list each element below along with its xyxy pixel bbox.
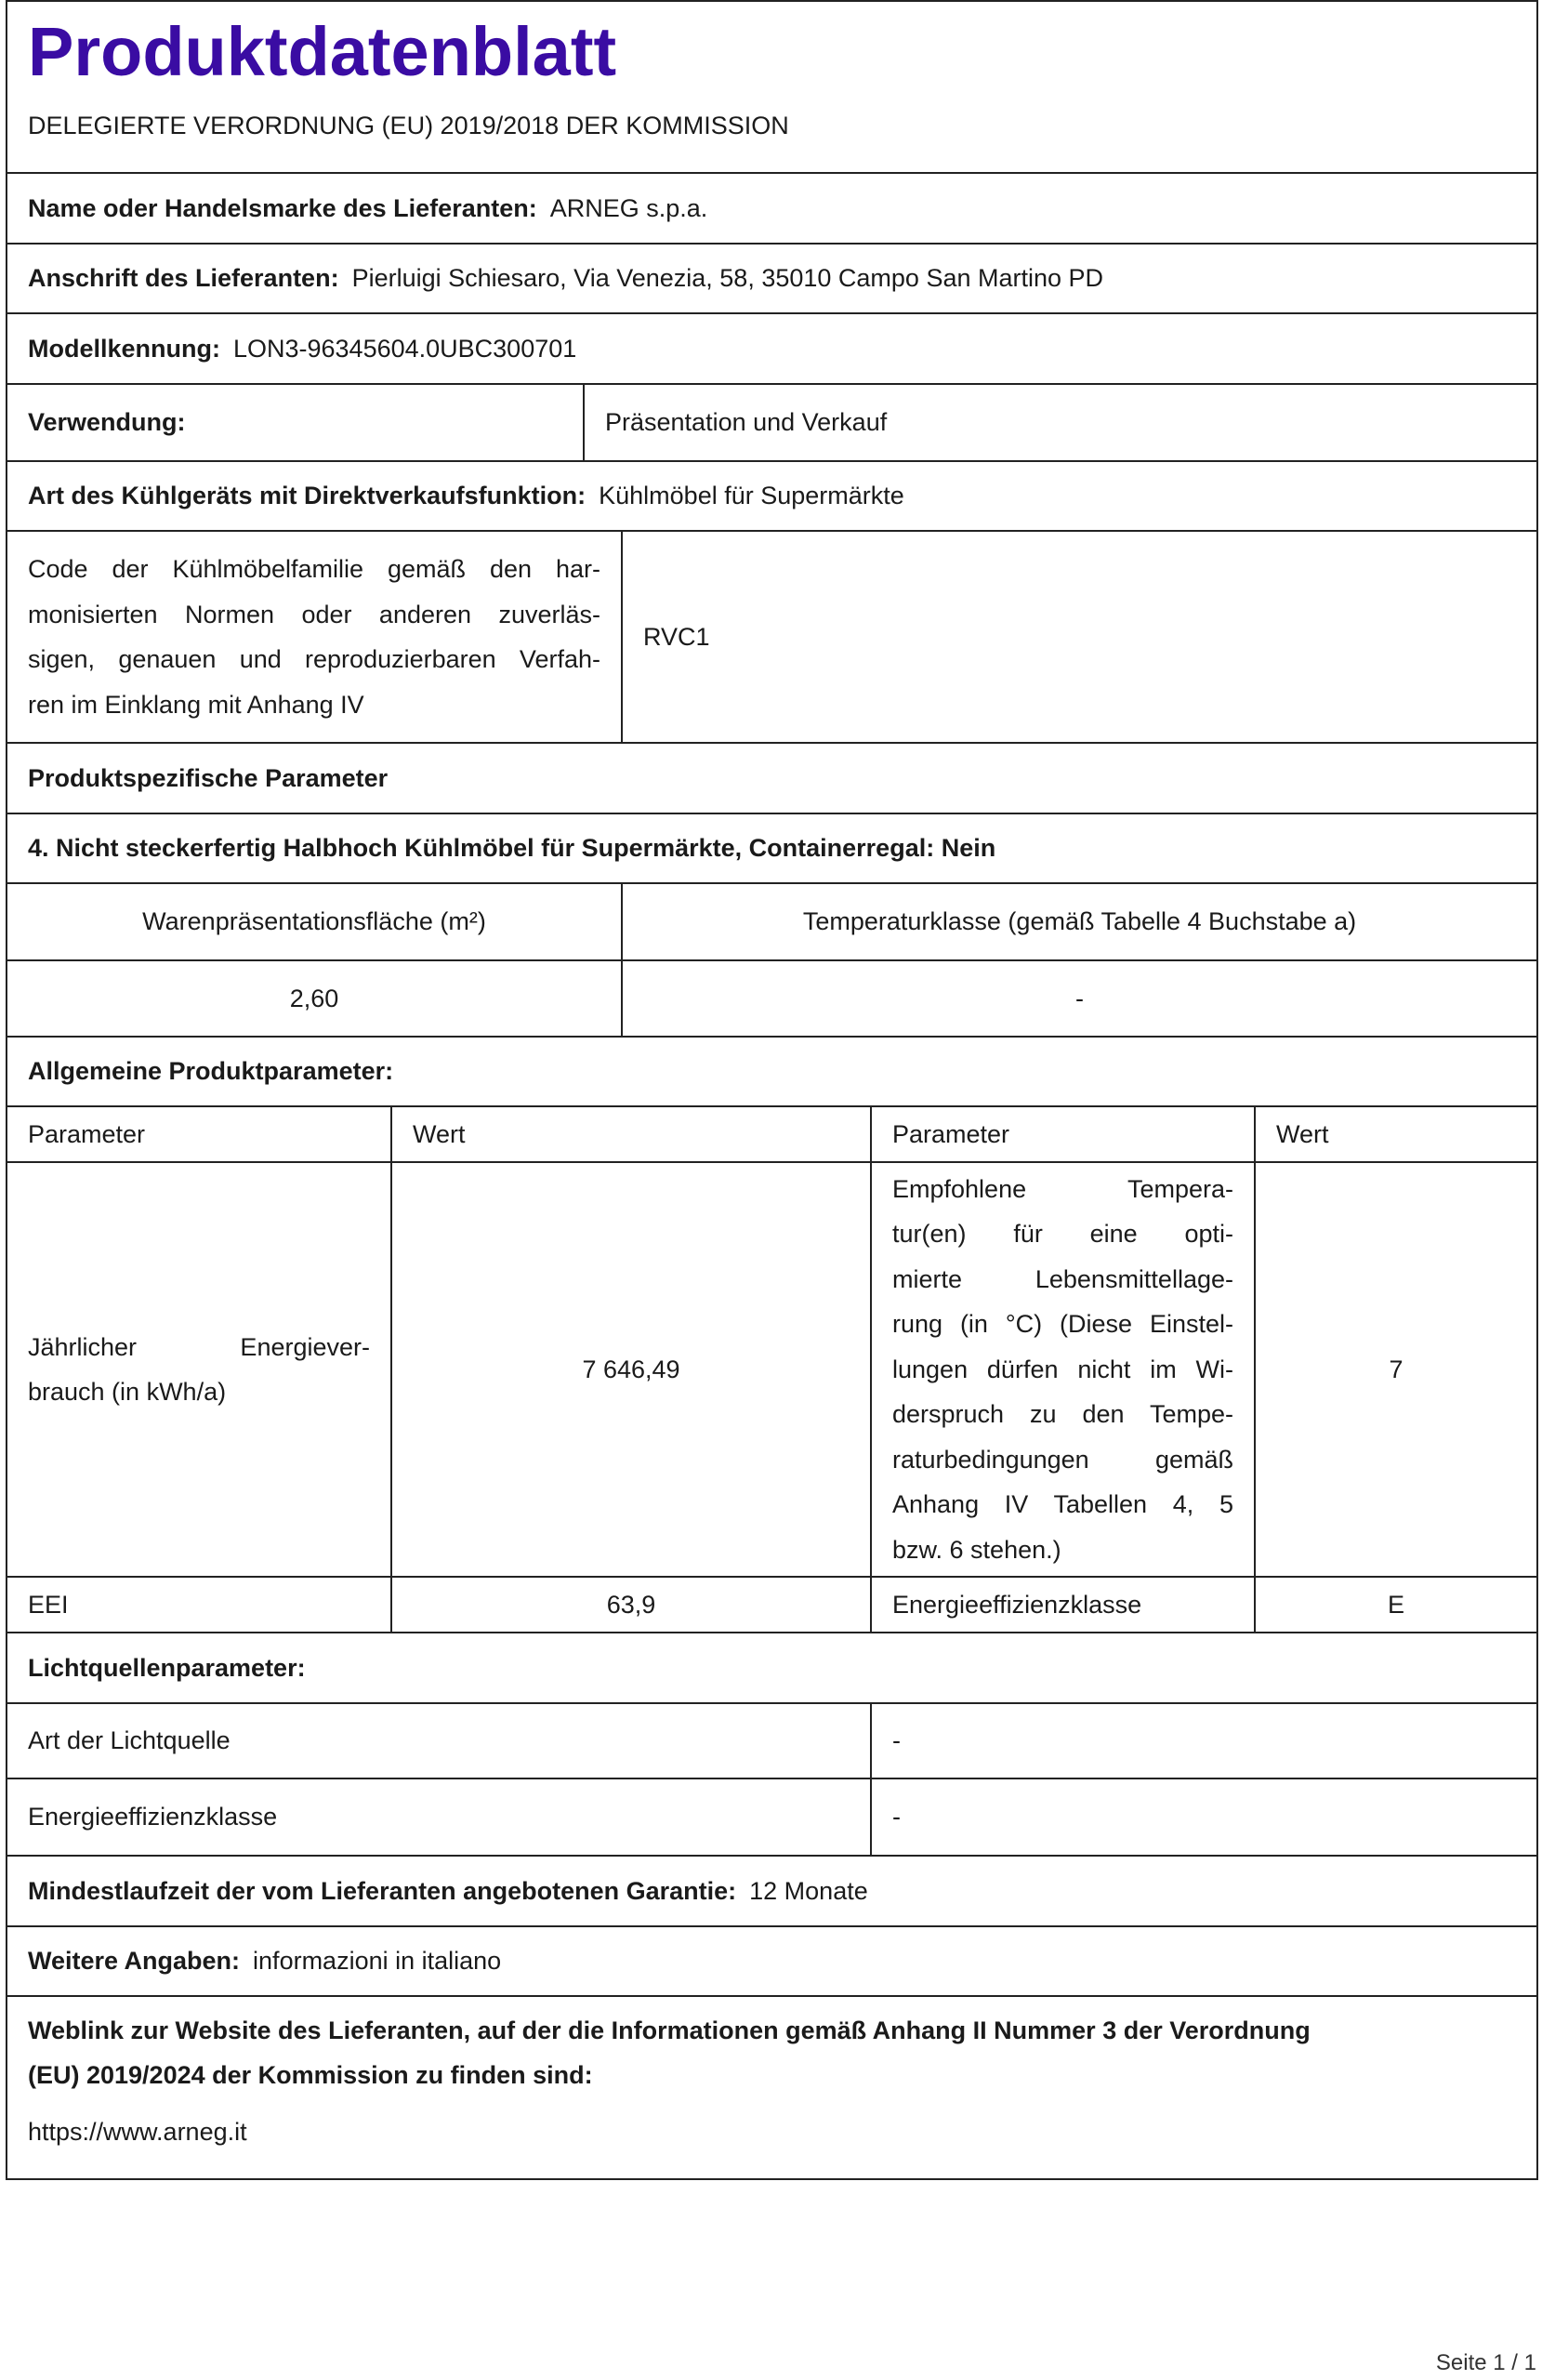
model-row <box>7 314 1536 385</box>
light-type-label: Art der Lichtquelle <box>28 1726 231 1754</box>
category-row <box>7 814 1536 884</box>
page-number: Seite 1 / 1 <box>1435 2350 1536 2375</box>
general-heading: Allgemeine Produktparameter: <box>28 1057 394 1085</box>
supplier-address-value: Pierluigi Schiesaro, Via Venezia, 58, 35010 Campo San Martino PD <box>351 264 1104 292</box>
header-parameter-2: Parameter <box>892 1119 1010 1148</box>
use-value: Präsentation und Verkauf <box>605 408 888 436</box>
specific-heading: Produktspezifische Parameter <box>28 763 389 792</box>
light-row <box>7 1704 1536 1779</box>
weblink-url[interactable]: https://www.arneg.it <box>28 2118 247 2146</box>
general-heading-row <box>7 1038 1536 1107</box>
supplier-address-row <box>7 245 1536 314</box>
further-info-label: Weitere Angaben: <box>28 1947 241 1975</box>
light-heading: Lichtquellenparameter: <box>28 1653 306 1682</box>
eei-label: EEI <box>28 1590 69 1619</box>
supplier-name-value: ARNEG s.p.a. <box>549 193 708 222</box>
further-info-row <box>7 1927 1536 1997</box>
display-area-label: Warenpräsentationsfläche (m²) <box>142 907 486 935</box>
title-row <box>7 2 1536 174</box>
table-row <box>7 1163 1536 1578</box>
family-code-label: Code der Kühlmöbelfamilie gemäß den har- monisierten Normen oder anderen zuverläs- sigen, genauen und reproduzierbaren Verfah- ren im Einklang mit Anhang IV <box>28 555 600 719</box>
warranty-label: Mindestlaufzeit der vom Lieferanten angebotenen Garantie: <box>28 1876 737 1905</box>
warranty-value: 12 Monate <box>749 1876 868 1905</box>
supplier-name-label: Name oder Handelsmarke des Lieferanten: <box>28 193 537 222</box>
warranty-row <box>7 1857 1536 1927</box>
display-area-value: 2,60 <box>289 984 339 1012</box>
category: 4. Nicht steckerfertig Halbhoch Kühlmöbel für Supermärkte, Containerregal: Nein <box>28 834 996 862</box>
supplier-name-row <box>7 174 1536 245</box>
light-type-value: - <box>892 1726 901 1754</box>
type-row <box>7 462 1536 532</box>
light-class-value: - <box>892 1803 901 1831</box>
light-row <box>7 1779 1536 1857</box>
regulation: DELEGIERTE VERORDNUNG (EU) 2019/2018 DER KOMMISSION <box>28 112 789 139</box>
energy-class-label: Energieeffizienzklasse <box>892 1590 1142 1619</box>
light-class-label: Energieeffizienzklasse <box>28 1803 278 1831</box>
type-label: Art des Kühlgeräts mit Direktverkaufsfunktion: <box>28 482 586 509</box>
model-label: Modellkennung: <box>28 334 220 363</box>
area-header-row <box>7 884 1536 961</box>
eei-value: 63,9 <box>606 1590 656 1619</box>
use-row <box>7 385 1536 462</box>
product-data-sheet <box>6 0 1538 2180</box>
energy-class-value: E <box>1387 1590 1404 1619</box>
header-value-2: Wert <box>1276 1119 1329 1148</box>
family-code-row <box>7 532 1536 744</box>
header-parameter-1: Parameter <box>28 1119 146 1148</box>
family-code-value: RVC1 <box>643 622 710 651</box>
header-value-1: Wert <box>413 1119 466 1148</box>
use-label: Verwendung: <box>28 408 186 436</box>
table-row <box>7 1578 1536 1633</box>
recommended-temp-label: Empfohlene Tempera- tur(en) für eine opti- mierte Lebensmittellage- rung (in °C) (Diese Einstel- lungen dürfen nicht im Wi- derspruch zu den Tempe- raturbedingungen gemäß Anhang IV Tabellen 4, 5 bzw. 6 stehen.) <box>892 1174 1233 1564</box>
page-title: Produktdatenblatt <box>28 13 617 90</box>
energy-consumption-value: 7 646,49 <box>582 1355 680 1383</box>
temp-class-label: Temperaturklasse (gemäß Tabelle 4 Buchstabe a) <box>802 907 1357 935</box>
type-value: Kühlmöbel für Supermärkte <box>599 482 904 509</box>
temp-class-value: - <box>1075 984 1084 1012</box>
weblink-row <box>7 1997 1536 2180</box>
further-info-value: informazioni in italiano <box>253 1947 502 1975</box>
recommended-temp-value: 7 <box>1389 1355 1404 1383</box>
weblink-label: Weblink zur Website des Lieferanten, auf der die Informationen gemäß Anhang II Nummer 3 der Verordnung (EU) 2019/2024 der Kommission zu finden sind: <box>28 2016 1311 2089</box>
energy-consumption-label: Jährlicher Energiever- brauch (in kWh/a) <box>28 1332 370 1406</box>
area-value-row <box>7 961 1536 1038</box>
specific-heading-row <box>7 744 1536 814</box>
supplier-address-label: Anschrift des Lieferanten: <box>28 264 339 292</box>
general-table-header <box>7 1107 1536 1163</box>
light-heading-row <box>7 1633 1536 1704</box>
model-value: LON3-96345604.0UBC300701 <box>232 334 577 363</box>
